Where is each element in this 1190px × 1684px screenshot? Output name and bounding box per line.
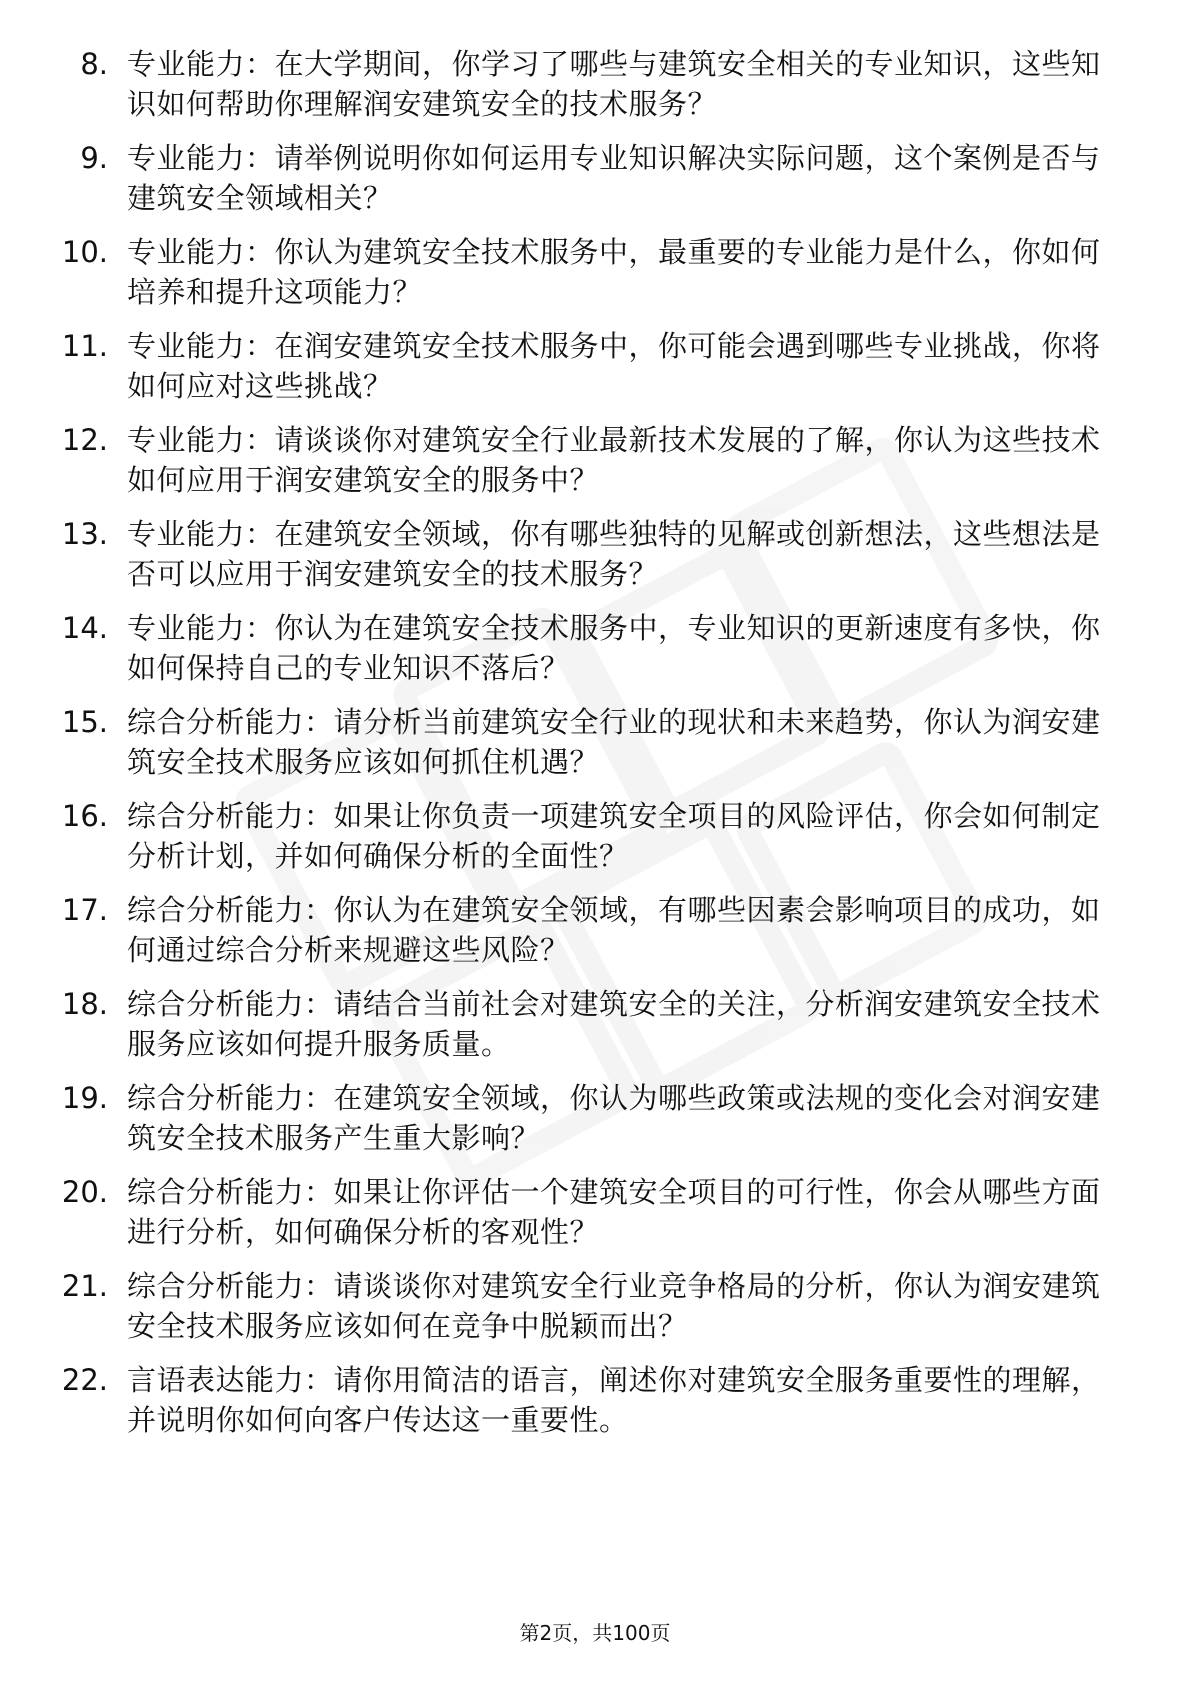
question-text: 综合分析能力：如果让你负责一项建筑安全项目的风险评估，你会如何制定分析计划，并如何确保分析的全面性？ [127, 799, 1101, 873]
question-item [56, 890, 1136, 971]
question-text: 综合分析能力：请谈谈你对建筑安全行业竞争格局的分析，你认为润安建筑安全技术服务应该如何在竞争中脱颖而出？ [127, 1269, 1101, 1343]
question-text: 综合分析能力：请分析当前建筑安全行业的现状和未来趋势，你认为润安建筑安全技术服务应该如何抓住机遇？ [127, 705, 1101, 779]
question-text: 专业能力：你认为建筑安全技术服务中，最重要的专业能力是什么，你如何培养和提升这项能力？ [127, 235, 1101, 309]
question-number: 13. [61, 517, 108, 551]
question-item [56, 1360, 1136, 1441]
question-text: 综合分析能力：如果让你评估一个建筑安全项目的可行性，你会从哪些方面进行分析，如何确保分析的客观性？ [127, 1175, 1101, 1249]
question-number: 20. [61, 1175, 108, 1209]
question-text: 专业能力：请举例说明你如何运用专业知识解决实际问题，这个案例是否与建筑安全领域相关？ [127, 141, 1101, 215]
question-item [56, 1078, 1136, 1159]
question-text: 综合分析能力：在建筑安全领域，你认为哪些政策或法规的变化会对润安建筑安全技术服务产生重大影响？ [127, 1081, 1101, 1155]
question-text: 专业能力：你认为在建筑安全技术服务中，专业知识的更新速度有多快，你如何保持自己的专业知识不落后？ [127, 611, 1101, 685]
question-text: 专业能力：请谈谈你对建筑安全行业最新技术发展的了解，你认为这些技术如何应用于润安建筑安全的服务中？ [127, 423, 1101, 497]
question-item [56, 420, 1136, 501]
question-number: 21. [61, 1269, 108, 1303]
question-text: 专业能力：在润安建筑安全技术服务中，你可能会遇到哪些专业挑战，你将如何应对这些挑战？ [127, 329, 1101, 403]
question-item [56, 1172, 1136, 1253]
question-item [56, 44, 1136, 125]
question-number: 15. [61, 705, 108, 739]
question-text: 专业能力：在大学期间，你学习了哪些与建筑安全相关的专业知识，这些知识如何帮助你理解润安建筑安全的技术服务？ [127, 47, 1101, 121]
question-number: 8. [80, 47, 108, 81]
question-text: 综合分析能力：你认为在建筑安全领域，有哪些因素会影响项目的成功，如何通过综合分析来规避这些风险？ [127, 893, 1101, 967]
question-item [56, 984, 1136, 1065]
question-number: 11. [61, 329, 108, 363]
question-item [56, 514, 1136, 595]
question-number: 9. [80, 141, 108, 175]
question-item [56, 796, 1136, 877]
question-text: 综合分析能力：请结合当前社会对建筑安全的关注，分析润安建筑安全技术服务应该如何提升服务质量。 [127, 987, 1101, 1061]
question-list [56, 44, 1136, 1454]
question-item [56, 326, 1136, 407]
question-number: 19. [61, 1081, 108, 1115]
question-item [56, 702, 1136, 783]
question-number: 17. [61, 893, 108, 927]
question-number: 18. [61, 987, 108, 1021]
page-footer [0, 1620, 1190, 1646]
question-number: 10. [61, 235, 108, 269]
question-text: 言语表达能力：请你用简洁的语言，阐述你对建筑安全服务重要性的理解，并说明你如何向客户传达这一重要性。 [127, 1363, 1101, 1437]
question-item [56, 232, 1136, 313]
question-item [56, 1266, 1136, 1347]
page-indicator: 第2页，共100页 [519, 1621, 671, 1645]
question-number: 12. [61, 423, 108, 457]
question-number: 22. [61, 1363, 108, 1397]
question-item [56, 138, 1136, 219]
question-text: 专业能力：在建筑安全领域，你有哪些独特的见解或创新想法，这些想法是否可以应用于润安建筑安全的技术服务？ [127, 517, 1101, 591]
question-number: 14. [61, 611, 108, 645]
question-number: 16. [61, 799, 108, 833]
question-item [56, 608, 1136, 689]
